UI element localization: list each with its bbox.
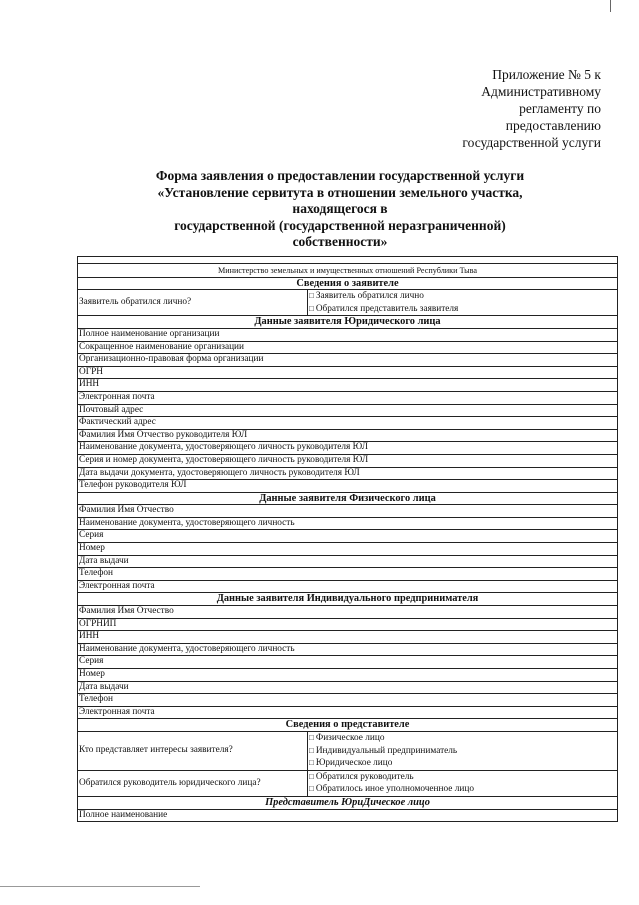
section-title: Представитель ЮриДическое лицо: [78, 796, 618, 809]
field-label[interactable]: Наименование документа, удостоверяющего личность: [78, 517, 618, 530]
checkbox-label: Обратилось иное уполномоченное лицо: [315, 784, 474, 795]
section-title: Сведения о представителе: [78, 719, 618, 732]
section-title: Данные заявителя Юридического лица: [78, 316, 618, 329]
form-field-row: [78, 681, 618, 694]
section-header-row: [78, 277, 618, 290]
question-label: Кто представляет интересы заявителя?: [78, 731, 308, 770]
ministry-row: [78, 264, 618, 278]
checkbox-option[interactable]: [309, 783, 616, 796]
field-label[interactable]: ИНН: [78, 631, 618, 644]
checkbox-icon[interactable]: □: [309, 745, 314, 755]
field-label[interactable]: Наименование документа, удостоверяющего личность руководителя ЮЛ: [78, 442, 618, 455]
checkbox-icon[interactable]: □: [309, 291, 314, 301]
field-label[interactable]: Почтовый адрес: [78, 404, 618, 417]
annex-line: Приложение № 5 к: [492, 67, 601, 82]
annex-line: Административному: [481, 84, 601, 99]
field-label[interactable]: Электронная почта: [78, 706, 618, 719]
field-label[interactable]: Фактический адрес: [78, 417, 618, 430]
options-cell: [308, 770, 618, 796]
form-field-row: [78, 694, 618, 707]
field-label[interactable]: Дата выдачи документа, удостоверяющего личность руководителя ЮЛ: [78, 467, 618, 480]
field-label[interactable]: Фамилия Имя Отчество руководителя ЮЛ: [78, 429, 618, 442]
options-cell: [308, 290, 618, 316]
spacer-row: [78, 257, 618, 264]
field-label[interactable]: Фамилия Имя Отчество: [78, 606, 618, 619]
options-cell: [308, 731, 618, 770]
checkbox-label: Заявитель обратился лично: [315, 291, 424, 302]
form-field-row: [78, 442, 618, 455]
form-field-row: [78, 530, 618, 543]
form-field-row: [78, 417, 618, 430]
form-field-row: [78, 580, 618, 593]
form-field-row: [78, 391, 618, 404]
ministry-name: Министерство земельных и имущественных отношений Республики Тыва: [78, 264, 618, 278]
field-label[interactable]: Номер: [78, 669, 618, 682]
annex-line: государственной услуги: [462, 135, 601, 150]
field-label[interactable]: Фамилия Имя Отчество: [78, 505, 618, 518]
field-label[interactable]: Телефон: [78, 568, 618, 581]
annex-note: [401, 66, 601, 151]
scan-edge-mark: [610, 0, 611, 12]
section-header-row: [78, 593, 618, 606]
section-header-row: [78, 492, 618, 505]
checkbox-option[interactable]: [309, 303, 616, 316]
checkbox-icon[interactable]: □: [309, 758, 314, 768]
checkbox-option[interactable]: [309, 745, 616, 758]
field-label[interactable]: Дата выдачи: [78, 681, 618, 694]
section-title: Данные заявителя Индивидуального предпринимателя: [78, 593, 618, 606]
form-field-row: [78, 379, 618, 392]
field-label[interactable]: Телефон: [78, 694, 618, 707]
section-header-row: [78, 719, 618, 732]
checkbox-icon[interactable]: □: [309, 732, 314, 742]
field-label[interactable]: Сокращенное наименование организации: [78, 341, 618, 354]
form-field-row: [78, 631, 618, 644]
scan-artifact-line: [0, 886, 200, 887]
title-line: «Установление сервитута в отношении земельного участка,: [157, 184, 523, 200]
field-label[interactable]: Серия: [78, 656, 618, 669]
field-label[interactable]: Номер: [78, 543, 618, 556]
section-title: Данные заявителя Физического лица: [78, 492, 618, 505]
form-field-row: [78, 618, 618, 631]
checkbox-label: Физическое лицо: [315, 732, 385, 743]
form-field-row: [78, 366, 618, 379]
form-field-row: [78, 354, 618, 367]
checkbox-option[interactable]: [309, 771, 616, 784]
field-label[interactable]: ОГРНИП: [78, 618, 618, 631]
form-field-row: [78, 467, 618, 480]
field-label[interactable]: Телефон руководителя ЮЛ: [78, 480, 618, 493]
field-label[interactable]: Полное наименование: [78, 809, 618, 822]
checkbox-option[interactable]: [309, 290, 616, 303]
title-line: государственной (государственной неразграниченной): [174, 217, 506, 233]
checkbox-icon[interactable]: □: [309, 771, 314, 781]
checkbox-option[interactable]: [309, 732, 616, 745]
annex-line: регламенту по: [519, 101, 601, 116]
field-label[interactable]: Электронная почта: [78, 580, 618, 593]
form-field-row: [78, 505, 618, 518]
choice-row: [78, 290, 618, 316]
field-label[interactable]: Электронная почта: [78, 391, 618, 404]
checkbox-label: Юридическое лицо: [315, 758, 393, 769]
choice-row: [78, 770, 618, 796]
question-label: Обратился руководитель юридического лица?: [78, 770, 308, 796]
field-label[interactable]: Наименование документа, удостоверяющего личность: [78, 643, 618, 656]
checkbox-label: Обратился представитель заявителя: [315, 303, 459, 314]
form-field-row: [78, 809, 618, 822]
form-field-row: [78, 706, 618, 719]
section-title: Сведения о заявителе: [78, 277, 618, 290]
choice-row: [78, 731, 618, 770]
form-field-row: [78, 669, 618, 682]
title-line: собственности»: [292, 234, 388, 249]
checkbox-icon[interactable]: □: [309, 303, 314, 313]
field-label[interactable]: Организационно-правовая форма организации: [78, 354, 618, 367]
form-field-row: [78, 606, 618, 619]
field-label[interactable]: ИНН: [78, 379, 618, 392]
document-title: [70, 168, 610, 251]
form-field-row: [78, 328, 618, 341]
question-label: Заявитель обратился лично?: [78, 290, 308, 316]
field-label[interactable]: Серия и номер документа, удостоверяющего личность руководителя ЮЛ: [78, 454, 618, 467]
field-label[interactable]: Полное наименование организации: [78, 328, 618, 341]
title-line: Форма заявления о предоставлении государственной услуги: [155, 168, 525, 183]
form-field-row: [78, 656, 618, 669]
field-label[interactable]: Серия: [78, 530, 618, 543]
form-field-row: [78, 454, 618, 467]
title-line: находящегося в: [292, 201, 388, 216]
form-field-row: [78, 517, 618, 530]
annex-line: предоставлению: [505, 118, 601, 133]
form-field-row: [78, 429, 618, 442]
form-field-row: [78, 341, 618, 354]
section-header-row: [78, 316, 618, 329]
form-field-row: [78, 568, 618, 581]
checkbox-icon[interactable]: □: [309, 784, 314, 794]
form-field-row: [78, 543, 618, 556]
field-label[interactable]: Дата выдачи: [78, 555, 618, 568]
form-field-row: [78, 555, 618, 568]
field-label[interactable]: ОГРН: [78, 366, 618, 379]
application-form-table: [77, 256, 618, 822]
checkbox-label: Индивидуальный предприниматель: [315, 745, 458, 756]
form-field-row: [78, 480, 618, 493]
checkbox-label: Обратился руководитель: [315, 771, 414, 782]
checkbox-option[interactable]: [309, 757, 616, 770]
section-header-row: [78, 796, 618, 809]
form-field-row: [78, 404, 618, 417]
form-field-row: [78, 643, 618, 656]
